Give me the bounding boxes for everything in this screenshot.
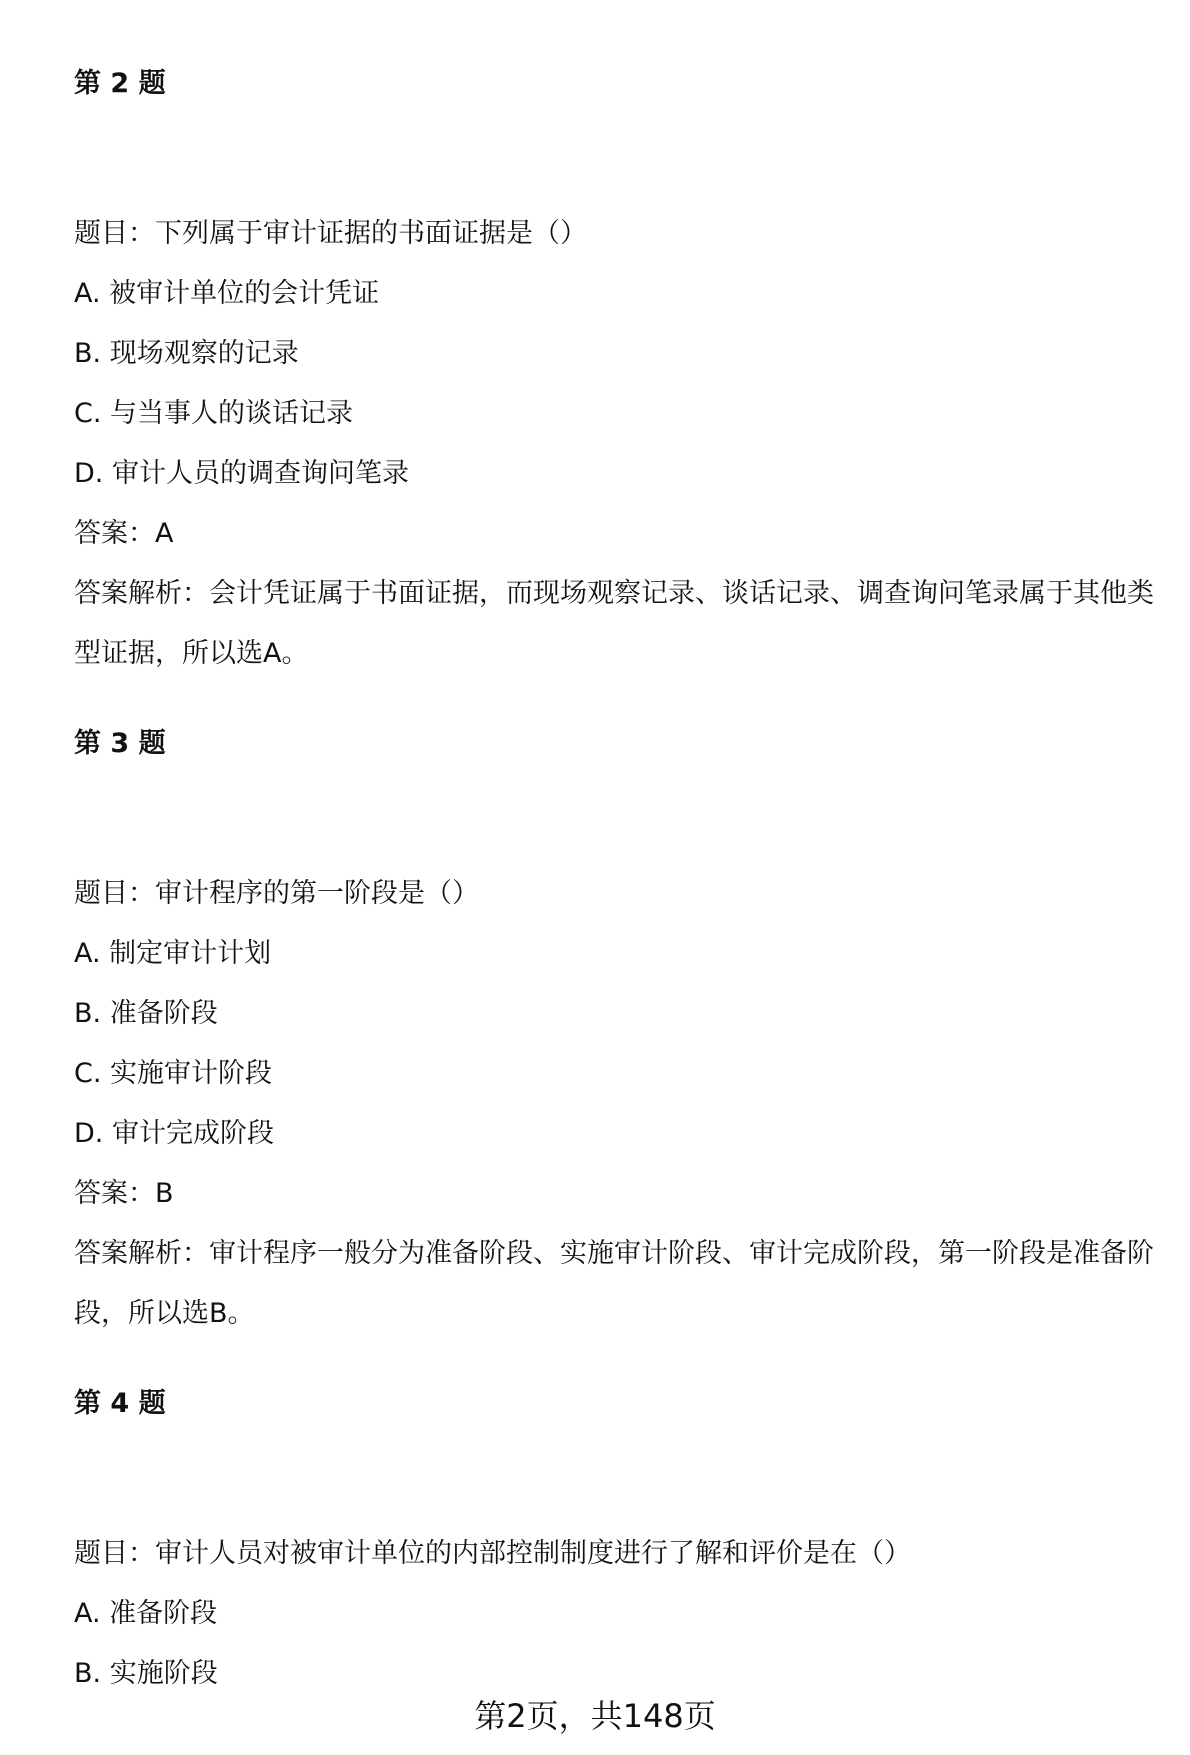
option-c: C. 实施审计阶段 <box>74 1058 273 1089</box>
option-b: B. 现场观察的记录 <box>74 338 299 369</box>
question-title: 第 3 题 <box>74 728 166 759</box>
option-d: D. 审计人员的调查询问笔录 <box>74 458 409 489</box>
option-b: B. 实施阶段 <box>74 1658 218 1689</box>
option-c: C. 与当事人的谈话记录 <box>74 398 354 429</box>
answer: 答案：B <box>74 1178 174 1209</box>
question-title: 第 2 题 <box>74 68 166 99</box>
option-a: A. 被审计单位的会计凭证 <box>74 278 380 309</box>
question-stem: 题目：下列属于审计证据的书面证据是（） <box>74 218 587 249</box>
answer-explanation: 答案解析：审计程序一般分为准备阶段、实施审计阶段、审计完成阶段，第一阶段是准备阶段，所以选B。 <box>74 1238 1154 1329</box>
option-a: A. 准备阶段 <box>74 1598 218 1629</box>
answer-explanation: 答案解析：会计凭证属于书面证据，而现场观察记录、谈话记录、调查询问笔录属于其他类型证据，所以选A。 <box>74 578 1154 669</box>
option-b: B. 准备阶段 <box>74 998 218 1029</box>
question-stem: 题目：审计程序的第一阶段是（） <box>74 878 479 909</box>
option-d: D. 审计完成阶段 <box>74 1118 274 1149</box>
option-a: A. 制定审计计划 <box>74 938 272 969</box>
question-stem: 题目：审计人员对被审计单位的内部控制制度进行了解和评价是在（） <box>74 1538 911 1569</box>
page-number: 第2页，共148页 <box>474 1697 716 1735</box>
question-title: 第 4 题 <box>74 1388 166 1419</box>
answer: 答案：A <box>74 518 174 549</box>
